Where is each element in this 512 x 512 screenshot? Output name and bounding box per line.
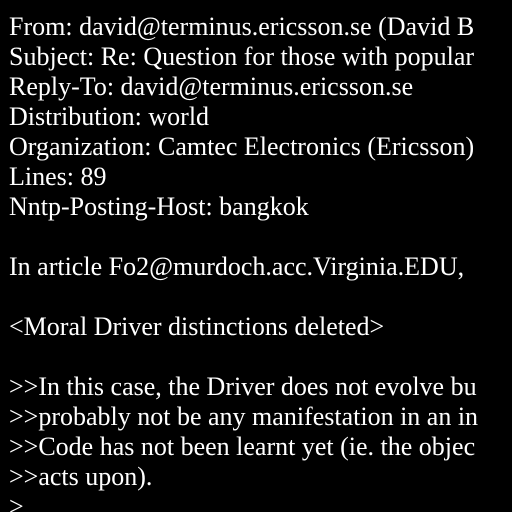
header-subject: Subject: Re: Question for those with popular — [9, 42, 475, 71]
quoted-line: >>Code has not been learnt yet (ie. the objec — [9, 432, 476, 461]
header-organization: Organization: Camtec Electronics (Ericsson) — [9, 132, 475, 161]
header-from: From: david@terminus.ericsson.se (David B — [9, 12, 475, 41]
body-deletion-note: <Moral Driver distinctions deleted> — [9, 312, 385, 341]
body-attribution: In article Fo2@murdoch.acc.Virginia.EDU, — [9, 252, 465, 281]
quoted-line: >>In this case, the Driver does not evolve bu — [9, 372, 477, 401]
quoted-line: >>acts upon). — [9, 462, 153, 491]
quoted-line: > — [9, 492, 24, 512]
header-lines: Lines: 89 — [9, 162, 107, 191]
header-nntp-posting-host: Nntp-Posting-Host: bangkok — [9, 192, 309, 221]
header-distribution: Distribution: world — [9, 102, 210, 131]
quoted-line: >>probably not be any manifestation in an in — [9, 402, 479, 431]
header-reply-to: Reply-To: david@terminus.ericsson.se — [9, 72, 414, 101]
